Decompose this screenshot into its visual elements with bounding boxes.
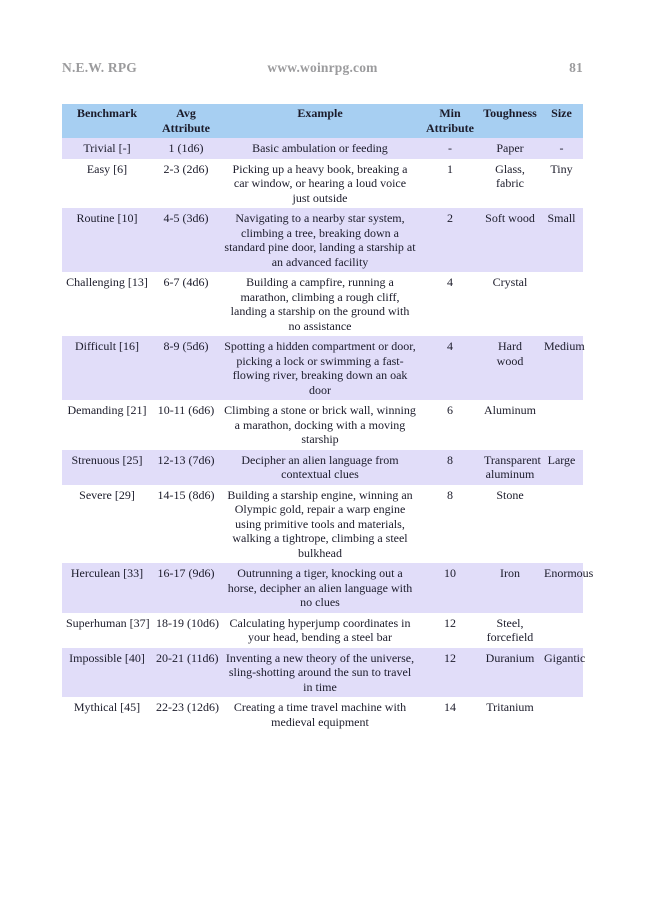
table-cell-benchmark: Strenuous [25] bbox=[71, 452, 143, 467]
table-row bbox=[62, 336, 583, 400]
table-cell-avg-attribute: 4-5 (3d6) bbox=[163, 211, 209, 225]
table-cell-avg-attribute: 18-19 (10d6) bbox=[156, 615, 219, 630]
table-cell-avg-attribute: 14-15 (8d6) bbox=[157, 487, 215, 502]
table-cell-example: Basic ambulation or feeding bbox=[252, 141, 388, 155]
table-cell-min-attribute: 12 bbox=[444, 650, 456, 665]
table-header-row bbox=[62, 104, 583, 138]
header-website-url: www.woinrpg.com bbox=[267, 60, 378, 75]
table-row bbox=[62, 648, 583, 698]
table-row bbox=[62, 485, 583, 564]
table-cell-size: Tiny bbox=[550, 161, 573, 176]
table-cell-avg-attribute: 2-3 (2d6) bbox=[163, 161, 209, 176]
table-cell-avg-attribute: 6-7 (4d6) bbox=[163, 275, 209, 289]
table-cell-min-attribute: 6 bbox=[447, 403, 453, 417]
table-cell-toughness: Steel, forcefield bbox=[486, 615, 534, 644]
table-cell-size bbox=[540, 613, 583, 648]
table-cell-min-attribute: 8 bbox=[447, 452, 453, 467]
table-cell-example: Building a starship engine, winning an Olympic gold, repair a warp engine using primitive tools and materials, walking a tightrope, climbing a steel bulkhead bbox=[227, 487, 413, 560]
table-cell-size bbox=[540, 272, 583, 336]
table-cell-min-attribute: 14 bbox=[444, 700, 456, 714]
table-cell-size bbox=[540, 485, 583, 564]
table-cell-avg-attribute: 22-23 (12d6) bbox=[156, 700, 219, 714]
table-cell-example: Climbing a stone or brick wall, winning a marathon, docking with a moving starship bbox=[224, 403, 416, 446]
table-cell-min-attribute: 12 bbox=[444, 615, 456, 630]
table-cell-benchmark: Routine [10] bbox=[76, 211, 138, 225]
column-header-avg-attribute: Avg Attribute bbox=[152, 104, 220, 138]
column-header-example: Example bbox=[220, 104, 420, 138]
table-cell-example: Decipher an alien language from contextual clues bbox=[241, 452, 399, 481]
table-cell-size: Gigantic bbox=[544, 650, 586, 665]
table-cell-benchmark: Trivial [-] bbox=[83, 141, 131, 155]
table-cell-toughness: Iron bbox=[500, 566, 520, 580]
table-row bbox=[62, 208, 583, 272]
header-page-number: 81 bbox=[569, 60, 583, 75]
table-cell-avg-attribute: 1 (1d6) bbox=[168, 141, 204, 155]
table-cell-benchmark: Easy [6] bbox=[86, 161, 128, 176]
table-row bbox=[62, 697, 583, 732]
table-cell-example: Picking up a heavy book, breaking a car window, or hearing a loud voice just outside bbox=[232, 161, 408, 205]
table-cell-toughness: Transparent aluminum bbox=[484, 452, 541, 481]
table-cell-example: Navigating to a nearby star system, climbing a tree, breaking down a standard pine door, landing a starship at an advanced facility bbox=[224, 211, 416, 269]
table-cell-benchmark: Challenging [13] bbox=[66, 275, 148, 289]
column-header-benchmark: Benchmark bbox=[62, 104, 152, 138]
column-header-toughness: Toughness bbox=[480, 104, 540, 138]
table-cell-min-attribute: 4 bbox=[447, 275, 453, 289]
table-cell-toughness: Paper bbox=[496, 141, 524, 155]
table-row bbox=[62, 272, 583, 336]
table-row bbox=[62, 613, 583, 648]
table-cell-toughness: Crystal bbox=[492, 275, 528, 289]
benchmark-table bbox=[62, 104, 594, 732]
table-cell-benchmark: Herculean [33] bbox=[70, 566, 144, 580]
column-header-min-attribute: Min Attribute bbox=[420, 104, 480, 138]
table-cell-benchmark: Difficult [16] bbox=[74, 339, 140, 353]
table-cell-benchmark: Superhuman [37] bbox=[66, 615, 150, 630]
table-cell-toughness: Hard wood bbox=[496, 339, 524, 368]
table-cell-benchmark: Mythical [45] bbox=[73, 700, 141, 714]
table-cell-size: Medium bbox=[544, 339, 585, 353]
column-header-size: Size bbox=[540, 104, 583, 138]
table-cell-toughness: Aluminum bbox=[484, 403, 537, 417]
page-header bbox=[62, 60, 583, 76]
table-cell-avg-attribute: 20-21 (11d6) bbox=[156, 650, 219, 665]
table-cell-size: - bbox=[559, 141, 564, 155]
table-cell-toughness: Soft wood bbox=[485, 211, 535, 225]
table-cell-min-attribute: 10 bbox=[444, 566, 456, 580]
table-cell-toughness: Tritanium bbox=[486, 700, 534, 714]
table-cell-toughness: Duranium bbox=[485, 650, 535, 665]
table-cell-avg-attribute: 10-11 (6d6) bbox=[157, 403, 215, 417]
table-cell-avg-attribute: 8-9 (5d6) bbox=[163, 339, 209, 353]
table-cell-benchmark: Demanding [21] bbox=[67, 403, 147, 417]
table-cell-min-attribute: 8 bbox=[447, 487, 453, 502]
table-cell-example: Inventing a new theory of the universe, sling-shotting around the sun to travel in time bbox=[225, 650, 415, 694]
table-cell-avg-attribute: 12-13 (7d6) bbox=[157, 452, 215, 467]
table-cell-min-attribute: 4 bbox=[447, 339, 453, 353]
table-cell-size: Small bbox=[547, 211, 576, 225]
table-cell-toughness: Glass, fabric bbox=[495, 161, 525, 190]
table-cell-toughness: Stone bbox=[496, 487, 524, 502]
table-cell-size: Enormous bbox=[544, 566, 594, 580]
table-row bbox=[62, 159, 583, 209]
table-cell-benchmark: Impossible [40] bbox=[69, 650, 145, 665]
table-row bbox=[62, 450, 583, 485]
table-cell-avg-attribute: 16-17 (9d6) bbox=[157, 566, 215, 580]
table-cell-min-attribute: 1 bbox=[447, 161, 453, 176]
table-row bbox=[62, 138, 583, 159]
table-cell-example: Spotting a hidden compartment or door, picking a lock or swimming a fast-flowing river, breaking down an oak door bbox=[224, 339, 416, 397]
table-cell-example: Building a campfire, running a marathon, climbing a rough cliff, landing a starship on the ground with no assistance bbox=[230, 275, 410, 333]
table-cell-example: Outrunning a tiger, knocking out a horse, decipher an alien language with no clues bbox=[227, 566, 413, 609]
table-cell-benchmark: Severe [29] bbox=[79, 487, 135, 502]
table-cell-size bbox=[540, 400, 583, 450]
table-cell-min-attribute: 2 bbox=[447, 211, 453, 225]
header-book-title: N.E.W. RPG bbox=[62, 60, 138, 75]
table-cell-example: Calculating hyperjump coordinates in your head, bending a steel bar bbox=[229, 615, 411, 644]
table-cell-size: Large bbox=[547, 452, 576, 467]
table-row bbox=[62, 400, 583, 450]
table-cell-example: Creating a time travel machine with medieval equipment bbox=[233, 700, 407, 729]
table-row bbox=[62, 563, 583, 613]
table-cell-min-attribute: - bbox=[448, 141, 452, 155]
table-cell-size bbox=[540, 697, 583, 732]
